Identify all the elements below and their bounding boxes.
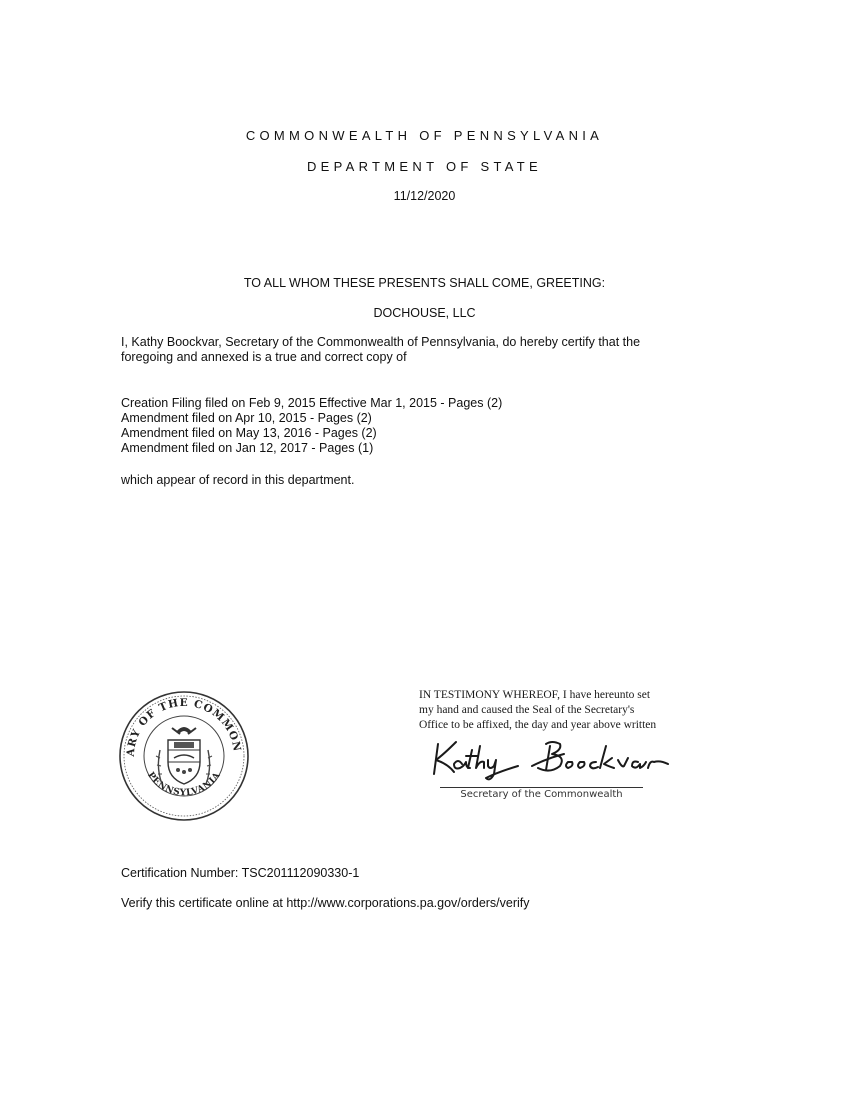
certificate-date: 11/12/2020 xyxy=(393,189,456,203)
state-seal-icon xyxy=(116,688,252,824)
entity-name: DOCHOUSE, LLC xyxy=(373,306,476,320)
record-statement: which appear of record in this department. xyxy=(121,473,355,487)
filing-item: Amendment filed on Jan 12, 2017 - Pages (1) xyxy=(121,441,374,455)
certification-number: Certification Number: TSC201112090330-1 xyxy=(121,866,360,880)
header-commonwealth: COMMONWEALTH OF PENNSYLVANIA xyxy=(245,128,604,143)
testimony-line2: my hand and caused the Seal of the Secretary's xyxy=(419,704,635,716)
signature-title: Secretary of the Commonwealth xyxy=(460,789,623,800)
testimony-line3: Office to be affixed, the day and year above written xyxy=(419,719,657,731)
filing-item: Amendment filed on May 13, 2016 - Pages (2) xyxy=(121,426,377,440)
seal-bottom-text: PENNSYLVANIA xyxy=(145,770,223,799)
seal-top-text: ARY OF THE COMMON xyxy=(124,697,244,758)
certification-statement-line1: I, Kathy Boockvar, Secretary of the Commonwealth of Pennsylvania, do hereby certify that the xyxy=(121,335,641,349)
greeting: TO ALL WHOM THESE PRESENTS SHALL COME, GREETING: xyxy=(243,276,606,290)
certification-statement-line2: foregoing and annexed is a true and correct copy of xyxy=(121,350,407,364)
header-department: DEPARTMENT OF STATE xyxy=(306,159,543,174)
signature-line xyxy=(440,787,643,788)
testimony-line1: IN TESTIMONY WHEREOF, I have hereunto set xyxy=(419,689,651,701)
signature-image xyxy=(428,736,678,784)
filing-item: Creation Filing filed on Feb 9, 2015 Effective Mar 1, 2015 - Pages (2) xyxy=(121,396,503,410)
verify-text: Verify this certificate online at http://www.corporations.pa.gov/orders/verify xyxy=(121,896,530,910)
filing-item: Amendment filed on Apr 10, 2015 - Pages (2) xyxy=(121,411,372,425)
